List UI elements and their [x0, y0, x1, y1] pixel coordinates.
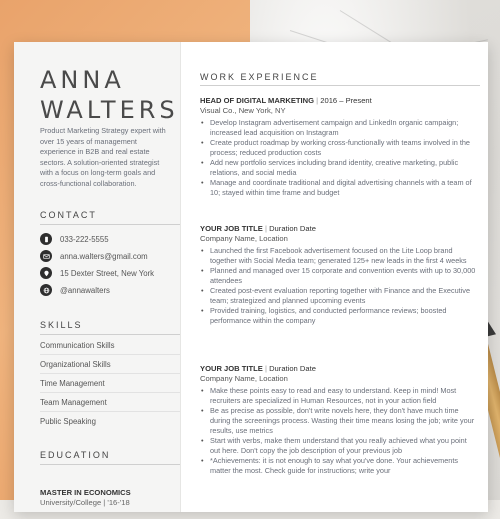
job-bullet: • Created post-event evaluation reporting together with Finance and the Executive team; strategized and planned upcoming events	[210, 286, 478, 306]
job-separator: |	[314, 96, 321, 105]
contact-social-text[interactable]: @annawalters	[60, 285, 110, 295]
work-experience-heading: WORK EXPERIENCE	[200, 72, 319, 82]
job-company: Company Name, Location	[200, 374, 288, 383]
job-bullet: • Make these points easy to read and easy to understand. Keep in mind! Most recruiters are specialized in Human Resources, not in your action field	[210, 386, 478, 406]
job-bullets	[200, 386, 478, 476]
job-bullet: • Manage and coordinate traditional and digital advertising channels with a team of 10; stayed within time frame and budget	[210, 178, 478, 198]
job-bullet: • Provided training, logistics, and conducted performance reviews; boosted performance within the company	[210, 306, 478, 326]
contact-heading: CONTACT	[40, 210, 97, 220]
skill-item: Communication Skills	[40, 341, 115, 350]
skill-item: Team Management	[40, 398, 107, 407]
job-duration: 2016 – Present	[320, 96, 372, 105]
job-bullet: • Launched the first Facebook advertisement focused on the Lite Loop brand together with Social Media team; generated 125+ new leads in the first 4 weeks	[210, 246, 478, 266]
work-experience-divider	[200, 85, 480, 86]
job-entry	[200, 224, 478, 326]
contact-address	[40, 267, 154, 279]
location-icon	[40, 267, 52, 279]
email-icon	[40, 250, 52, 262]
profile-summary: Product Marketing Strategy expert with over 15 years of management experience in B2B and real estate sectors. A solution-oriented strategist with a focus on long-term goals and cross-functional collaboration.	[40, 126, 166, 188]
job-bullet: • Start with verbs, make them understand that you really achieved what you point out here. Don't copy the job description of your previous job	[210, 436, 478, 456]
education-degree: MASTER IN ECONOMICS	[40, 488, 131, 497]
web-icon	[40, 284, 52, 296]
resume-main	[190, 42, 480, 512]
education-school: University/College | '16-'18	[40, 498, 130, 507]
skills-heading: SKILLS	[40, 320, 83, 330]
job-bullet: • Create product roadmap by working cross-functionally with teams involved in the process; reduced production costs	[210, 138, 478, 158]
contact-address-text: 15 Dexter Street, New York	[60, 268, 155, 278]
job-bullet: • Add new portfolio services including brand identity, creative marketing, public relations, and social media	[210, 158, 478, 178]
skill-item: Public Speaking	[40, 417, 96, 426]
contact-divider	[40, 224, 180, 225]
job-bullets	[200, 246, 478, 326]
job-bullet: • Planned and managed over 15 corporate and convention events with up to 30,000 attendees	[210, 266, 478, 286]
job-header	[200, 224, 478, 233]
skill-item: Time Management	[40, 379, 105, 388]
skill-divider	[40, 373, 180, 374]
skill-divider	[40, 354, 180, 355]
job-entry	[200, 364, 478, 476]
job-entry	[200, 96, 478, 198]
first-name: ANNA	[40, 66, 125, 94]
last-name: WALTERS	[40, 96, 179, 124]
skills-divider	[40, 334, 180, 335]
job-role: HEAD OF DIGITAL MARKETING	[200, 96, 315, 105]
job-separator: |	[262, 224, 270, 233]
contact-phone	[40, 233, 109, 245]
job-header	[200, 96, 478, 105]
resume-sidebar	[14, 42, 181, 512]
education-divider	[40, 464, 180, 465]
job-company: Visual Co., New York, NY	[200, 106, 286, 115]
contact-email	[40, 250, 148, 262]
contact-phone-text: 033-222-5555	[60, 234, 109, 244]
contact-email-text[interactable]: anna.walters@gmail.com	[60, 251, 148, 261]
education-heading: EDUCATION	[40, 450, 111, 460]
job-bullet: • Be as precise as possible, don't write novels here, they don't have much time during the screenings process. Wasting their time means losing the job; write your results, use metrics	[210, 406, 478, 436]
job-company: Company Name, Location	[200, 234, 288, 243]
resume-page	[14, 42, 488, 512]
job-duration: Duration Date	[269, 364, 316, 373]
job-duration: Duration Date	[269, 224, 316, 233]
skill-divider	[40, 411, 180, 412]
phone-icon	[40, 233, 52, 245]
job-role: YOUR JOB TITLE	[200, 364, 263, 373]
job-bullet: • *Achievements: it is not enough to say what you've done. Your achievements matter the most. Check guide for instructions; write your	[210, 456, 478, 476]
skill-divider	[40, 392, 180, 393]
job-bullets	[200, 118, 478, 198]
job-bullet: • Develop Instagram advertisement campaign and LinkedIn organic campaign; increased lead acquisition on Instagram	[210, 118, 478, 138]
job-header	[200, 364, 478, 373]
contact-social	[40, 284, 110, 296]
job-separator: |	[262, 364, 270, 373]
skill-item: Organizational Skills	[40, 360, 111, 369]
job-role: YOUR JOB TITLE	[200, 224, 263, 233]
